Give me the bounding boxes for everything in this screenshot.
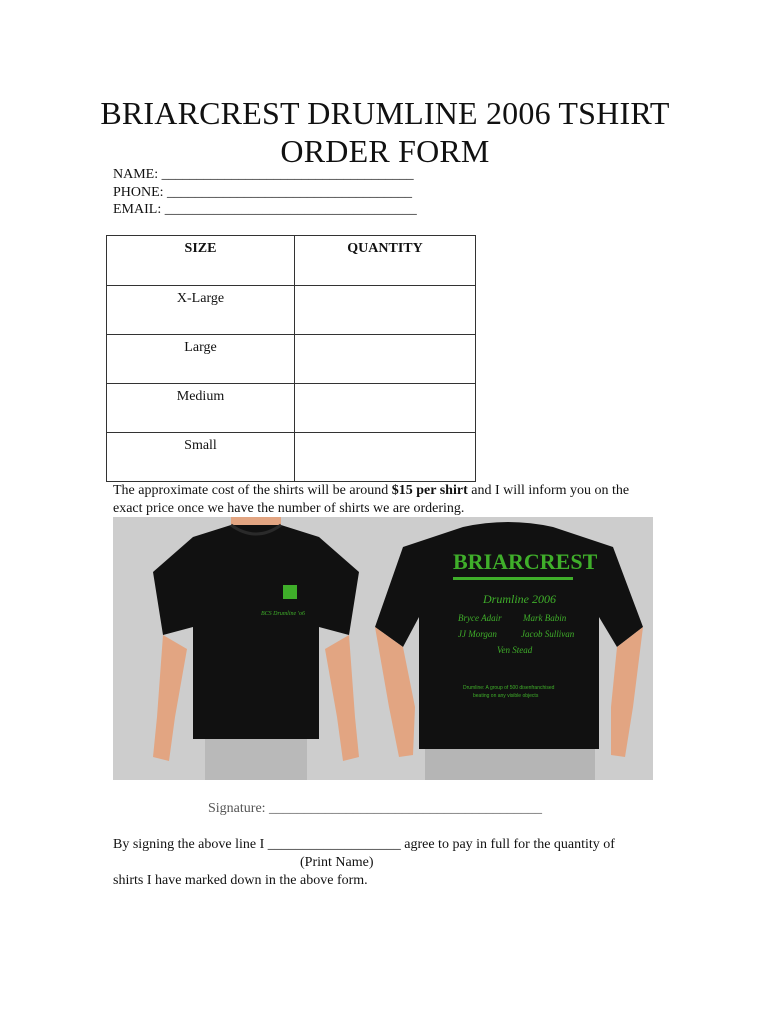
tshirt-photo (113, 517, 653, 780)
table-row (107, 384, 476, 433)
size-label: Large (107, 335, 295, 384)
table-row (107, 286, 476, 335)
quantity-cell[interactable] (295, 286, 476, 335)
size-header: SIZE (107, 236, 295, 286)
drumstick-graphic (453, 577, 573, 580)
contact-fields (113, 166, 417, 219)
agreement-line: shirts I have marked down in the above form. (113, 873, 368, 888)
size-label: Small (107, 433, 295, 482)
size-label: Medium (107, 384, 295, 433)
note-text-start: The approximate cost of the shirts will be around (113, 483, 392, 498)
quantity-cell[interactable] (295, 384, 476, 433)
page-title: BRIARCREST DRUMLINE 2006 TSHIRT ORDER FORM (100, 95, 670, 169)
table-row (107, 335, 476, 384)
quantity-cell[interactable] (295, 433, 476, 482)
back-caption: beating on any visible objects (473, 693, 539, 699)
front-logo-graphic (283, 585, 297, 599)
agreement-line: By signing the above line I ___________________ agree to pay in full for the quantity of (113, 837, 615, 852)
table-header-row (107, 236, 476, 286)
quantity-cell[interactable] (295, 335, 476, 384)
phone-field[interactable]: PHONE: ___________________________________ (113, 184, 413, 200)
member-name: JJ Morgan (458, 629, 497, 639)
back-caption: Drumline: A group of 500 disenfranchised (463, 685, 555, 691)
member-name: Jacob Sullivan (521, 629, 575, 639)
print-name-label: (Print Name) (300, 855, 374, 870)
table-row (107, 433, 476, 482)
back-title: BRIARCREST (453, 549, 598, 574)
member-name: Ven Stead (497, 645, 533, 655)
signature-line[interactable]: Signature: _______________________________________ (208, 801, 543, 816)
quantity-header: QUANTITY (295, 236, 476, 286)
size-label: X-Large (107, 286, 295, 335)
back-subtitle: Drumline 2006 (483, 592, 556, 606)
front-logo-text: BCS Drumline 'o6 (261, 611, 305, 617)
agreement-text (113, 836, 673, 890)
member-name: Mark Babin (523, 613, 567, 623)
note-text-end: and I will inform you on the exact price once we have the number of shirts we are ordering. (113, 483, 630, 516)
name-field[interactable]: NAME: ____________________________________ (113, 167, 414, 182)
size-quantity-table (106, 235, 476, 482)
member-name: Bryce Adair (458, 613, 502, 623)
price-note (113, 482, 658, 518)
email-field[interactable]: EMAIL: ____________________________________ (113, 202, 417, 217)
price-highlight: $15 per shirt (391, 483, 468, 498)
